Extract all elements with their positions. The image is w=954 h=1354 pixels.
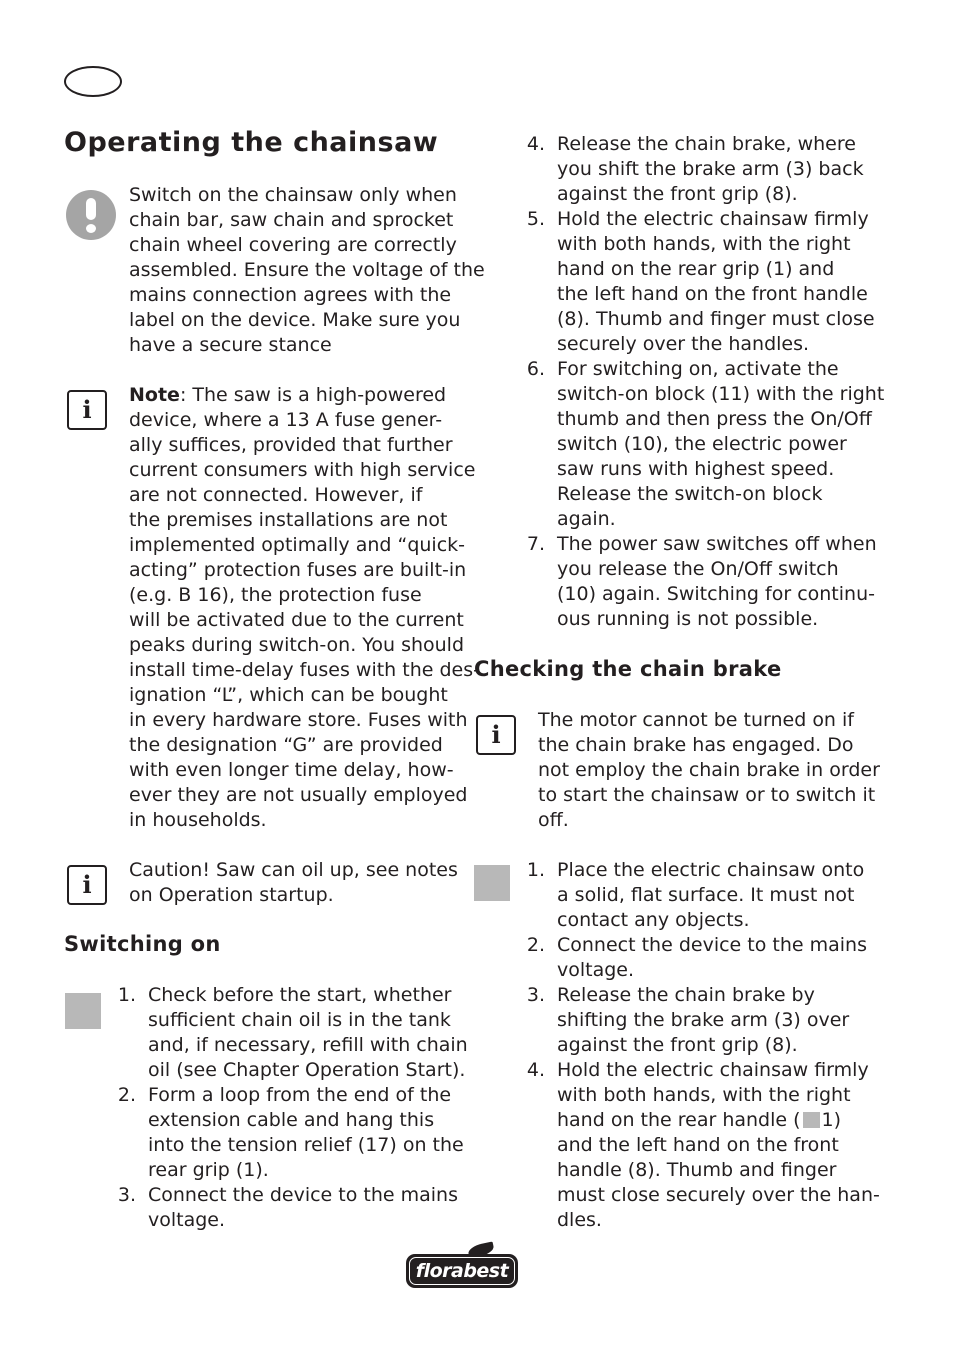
note-line: will be activated due to the current	[129, 609, 464, 631]
note-line: install time-delay fuses with the des-	[129, 659, 480, 681]
warning-line: chain wheel covering are correctly	[129, 234, 457, 256]
list-item	[108, 983, 468, 1083]
step-line: with both hands, with the right	[557, 233, 851, 255]
note-line: the designation “G” are provided	[129, 734, 443, 756]
step-line: extension cable and hang this	[148, 1109, 435, 1131]
step-line: thumb and then press the On/Off	[557, 408, 872, 430]
caution-text	[129, 858, 458, 908]
chain-brake-step-4	[517, 1058, 880, 1233]
step-line: the left hand on the front handle	[557, 283, 868, 305]
list-item	[108, 1183, 468, 1233]
note-line: acting” protection fuses are built-in	[129, 559, 467, 581]
section-heading-chain-brake: Checking the chain brake	[474, 657, 782, 681]
step-number: 6.	[526, 358, 545, 380]
list-item	[108, 1083, 468, 1183]
note-line: are not connected. However, if	[129, 484, 423, 506]
step-line: must close securely over the han-	[557, 1184, 880, 1206]
step-line: rear grip (1).	[148, 1159, 269, 1181]
step-line: contact any objects.	[557, 909, 750, 931]
step-line: a solid, flat surface. It must not	[557, 884, 855, 906]
step-number: 3.	[526, 984, 545, 1006]
chain-brake-info-text	[538, 708, 880, 833]
step-line: voltage.	[148, 1209, 226, 1231]
note-line: with even longer time delay, how-	[129, 759, 454, 781]
step-line: voltage.	[557, 959, 635, 981]
step-line: ous running is not possible.	[557, 608, 819, 630]
step-line-part: hand on the rear handle (	[557, 1109, 801, 1131]
note-line: ignation “L”, which can be bought	[129, 684, 448, 706]
note-line: (e.g. B 16), the protection fuse	[129, 584, 422, 606]
page-title: Operating the chainsaw	[64, 127, 439, 158]
figure-placeholder-icon	[65, 993, 101, 1029]
step-line	[557, 1108, 880, 1133]
info-line: The motor cannot be turned on if	[538, 709, 854, 731]
note-line: in households.	[129, 809, 267, 831]
step-line: For switching on, activate the	[557, 358, 839, 380]
step-line: shifting the brake arm (3) over	[557, 1009, 850, 1031]
step-line: (10) again. Switching for continu-	[557, 583, 875, 605]
info-line: to start the chainsaw or to switch it	[538, 784, 876, 806]
step-number: 1.	[117, 984, 136, 1006]
list-item	[517, 858, 867, 933]
note-line: ally suffices, provided that further	[129, 434, 453, 456]
switching-steps-continued-list	[517, 132, 884, 632]
step-line: switch-on block (11) with the right	[557, 383, 885, 405]
note-line: current consumers with high service	[129, 459, 476, 481]
note-line: the premises installations are not	[129, 509, 448, 531]
warning-line: have a secure stance	[129, 334, 332, 356]
exclamation-icon	[66, 190, 116, 240]
info-icon: i	[476, 715, 516, 755]
step-line: securely over the handles.	[557, 333, 810, 355]
info-line: off.	[538, 809, 569, 831]
warning-line: Switch on the chainsaw only when	[129, 184, 457, 206]
info-icon: i	[67, 865, 107, 905]
warning-line: label on the device. Make sure you	[129, 309, 461, 331]
list-item	[517, 532, 884, 632]
step-line: you shift the brake arm (3) back	[557, 158, 864, 180]
switching-steps-list	[108, 983, 468, 1233]
step-line: again.	[557, 508, 616, 530]
note-first-line: : The saw is a high-powered	[179, 384, 447, 406]
step-line: Release the switch-on block	[557, 483, 823, 505]
warning-line: chain bar, saw chain and sprocket	[129, 209, 454, 231]
caution-line: on Operation startup.	[129, 884, 334, 906]
note-line: device, where a 13 A fuse gener-	[129, 409, 443, 431]
step-line-part: 1)	[821, 1109, 842, 1131]
warning-line: assembled. Ensure the voltage of the	[129, 259, 485, 281]
warning-line: mains connection agrees with the	[129, 284, 452, 306]
note-text	[129, 383, 480, 833]
step-line: sufficient chain oil is in the tank	[148, 1009, 451, 1031]
warning-text	[129, 183, 485, 358]
info-line: the chain brake has engaged. Do	[538, 734, 854, 756]
step-line: and, if necessary, refill with chain	[148, 1034, 468, 1056]
step-line: against the front grip (8).	[557, 183, 798, 205]
step-number: 7.	[526, 533, 545, 555]
info-line: not employ the chain brake in order	[538, 759, 880, 781]
step-line: Form a loop from the end of the	[148, 1084, 452, 1106]
step-number: 4.	[526, 133, 545, 155]
list-item	[517, 1058, 880, 1233]
figure-placeholder-icon	[474, 865, 510, 901]
brand-logo: florabest	[406, 1254, 518, 1288]
step-line: saw runs with highest speed.	[557, 458, 835, 480]
step-line: Place the electric chainsaw onto	[557, 859, 865, 881]
step-line: oil (see Chapter Operation Start).	[148, 1059, 466, 1081]
step-number: 1.	[526, 859, 545, 881]
section-heading-switching-on: Switching on	[64, 932, 221, 956]
step-number: 3.	[117, 1184, 136, 1206]
note-label: Note	[129, 384, 180, 406]
caution-line: Caution! Saw can oil up, see notes	[129, 859, 458, 881]
list-item	[517, 132, 884, 207]
step-line: Release the chain brake by	[557, 984, 815, 1006]
step-number: 5.	[526, 208, 545, 230]
step-line: you release the On/Off switch	[557, 558, 839, 580]
step-line: dles.	[557, 1209, 602, 1231]
figure-placeholder-icon	[803, 1112, 820, 1128]
step-line: Hold the electric chainsaw firmly	[557, 208, 869, 230]
note-line: implemented optimally and “quick-	[129, 534, 466, 556]
list-item	[517, 933, 867, 983]
list-item	[517, 207, 884, 357]
step-line: and the left hand on the front	[557, 1134, 839, 1156]
note-line: in every hardware store. Fuses with	[129, 709, 468, 731]
step-line: into the tension relief (17) on the	[148, 1134, 464, 1156]
step-line: Hold the electric chainsaw firmly	[557, 1059, 869, 1081]
note-line: ever they are not usually employed	[129, 784, 468, 806]
step-number: 2.	[526, 934, 545, 956]
step-line: Connect the device to the mains	[148, 1184, 458, 1206]
note-line: peaks during switch-on. You should	[129, 634, 465, 656]
step-line: Connect the device to the mains	[557, 934, 867, 956]
chain-brake-steps-list	[517, 858, 867, 1058]
info-icon: i	[67, 390, 107, 430]
step-line: hand on the rear grip (1) and	[557, 258, 835, 280]
step-line: handle (8). Thumb and finger	[557, 1159, 837, 1181]
language-badge	[64, 66, 122, 97]
step-line: The power saw switches off when	[557, 533, 877, 555]
list-item	[517, 357, 884, 532]
list-item	[517, 983, 867, 1058]
step-number: 4.	[526, 1059, 545, 1081]
step-line: Check before the start, whether	[148, 984, 452, 1006]
step-line: Release the chain brake, where	[557, 133, 856, 155]
step-number: 2.	[117, 1084, 136, 1106]
step-line: against the front grip (8).	[557, 1034, 798, 1056]
step-line: (8). Thumb and finger must close	[557, 308, 875, 330]
step-line: switch (10), the electric power	[557, 433, 847, 455]
step-line: with both hands, with the right	[557, 1084, 851, 1106]
